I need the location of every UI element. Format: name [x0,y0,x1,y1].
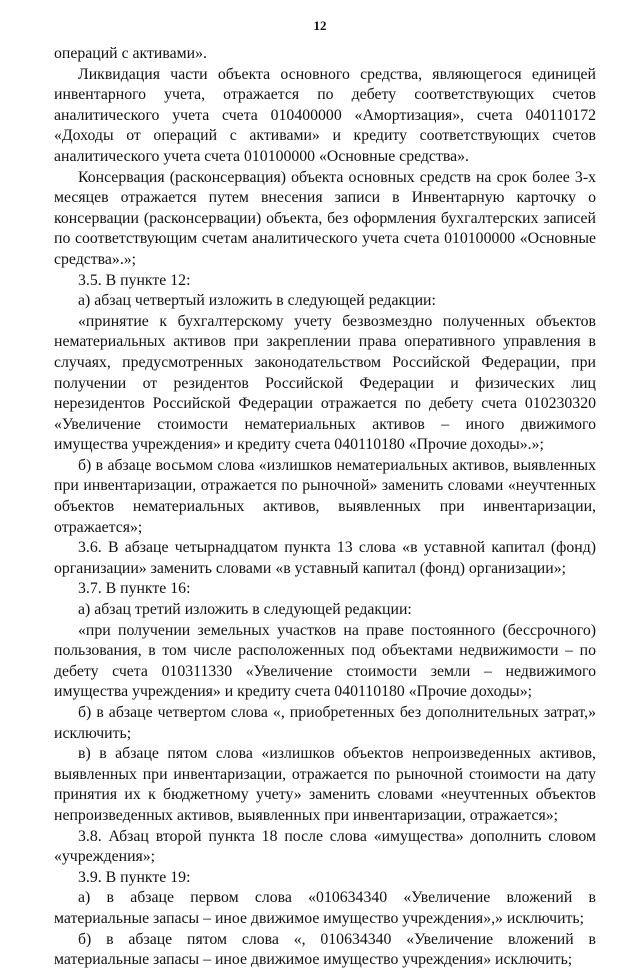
paragraph: 3.9. В пункте 19: [78,868,191,886]
paragraph: 3.6. В абзаце четырнадцатом пункта 13 слова «в уставной капитал (фонд) организации» заменить словами «в уставный капитал (фонд) организации»; [54,539,596,577]
paragraph: «при получении земельных участков на праве постоянного (бессрочного) пользования, в том числе расположенных под объектами недвижимости – по дебету счета 010311330 «Увеличение стоимости земли – недвижимого имущества учреждения» и кредиту счета 040110180 «Прочие доходы»; [54,621,596,701]
paragraph: а) в абзаце первом слова «010634340 «Увеличение вложений в материальные запасы – иное движимое имущество учреждения»,» исключить; [54,889,596,927]
paragraph: а) абзац третий изложить в следующей редакции: [78,601,412,619]
paragraph: 3.5. В пункте 12: [78,271,191,289]
paragraph: б) в абзаце пятом слова «, 010634340 «Увеличение вложений в материальные запасы – иное движимое имущество учреждения» исключить; [54,930,596,969]
paragraph: 3.7. В пункте 16: [78,580,191,598]
paragraph: а) абзац четвертый изложить в следующей редакции: [78,292,436,310]
paragraph: Ликвидация части объекта основного средства, являющегося единицей инвентарного учета, отражается по дебету соответствующих счетов аналитического учета счета 010400000 «Амортизация», счета 040110172 «Доходы от операций с активами» и кредиту соответствующих счетов аналитического учета счета 010100000 «Основные средства». [54,65,596,165]
paragraph: в) в абзаце пятом слова «излишков объектов непроизведенных активов, выявленных при инвентаризации, отражается по рыночной стоимости на дату принятия их к бюджетному учету» заменить словами «неучтенных объектов непроизведенных активов, выявленных при инвентаризации, отражается»; [54,745,596,824]
paragraph: «принятие к бухгалтерскому учету безвозмездно полученных объектов нематериальных активов при закреплении права оперативного управления в случаях, предусмотренных законодательством Российской Федерации, при получении от резидентов Российской Федерации и физических лиц нерезидентов Российской Федерации отражается по дебету счета 010230320 «Увеличение стоимости нематериальных активов – иного движимого имущества учреждения» и кредиту счета 040110180 «Прочие доходы».»; [54,312,596,454]
document-body [54,44,596,971]
paragraph: 3.8. Абзац второй пункта 18 после слова «имущества» дополнить словом «учреждения»; [54,827,596,866]
paragraph: операций с активами». [54,45,207,62]
paragraph: б) в абзаце восьмом слова «излишков нематериальных активов, выявленных при инвентаризации, отражается по рыночной» заменить словами «неучтенных объектов нематериальных активов, выявленных при инвентаризации, отражается»; [54,456,596,536]
paragraph: б) в абзаце четвертом слова «, приобретенных без дополнительных затрат,» исключить; [54,704,596,742]
paragraph: Консервация (расконсервация) объекта основных средств на срок более 3-х месяцев отражается путем внесения записи в Инвентарную карточку о консервации (расконсервации) объекта, без оформления бухгалтерских записей по соответствующим счетам аналитического учета счета 010100000 «Основные средства».»; [54,168,596,268]
page-number: 12 [313,18,327,33]
